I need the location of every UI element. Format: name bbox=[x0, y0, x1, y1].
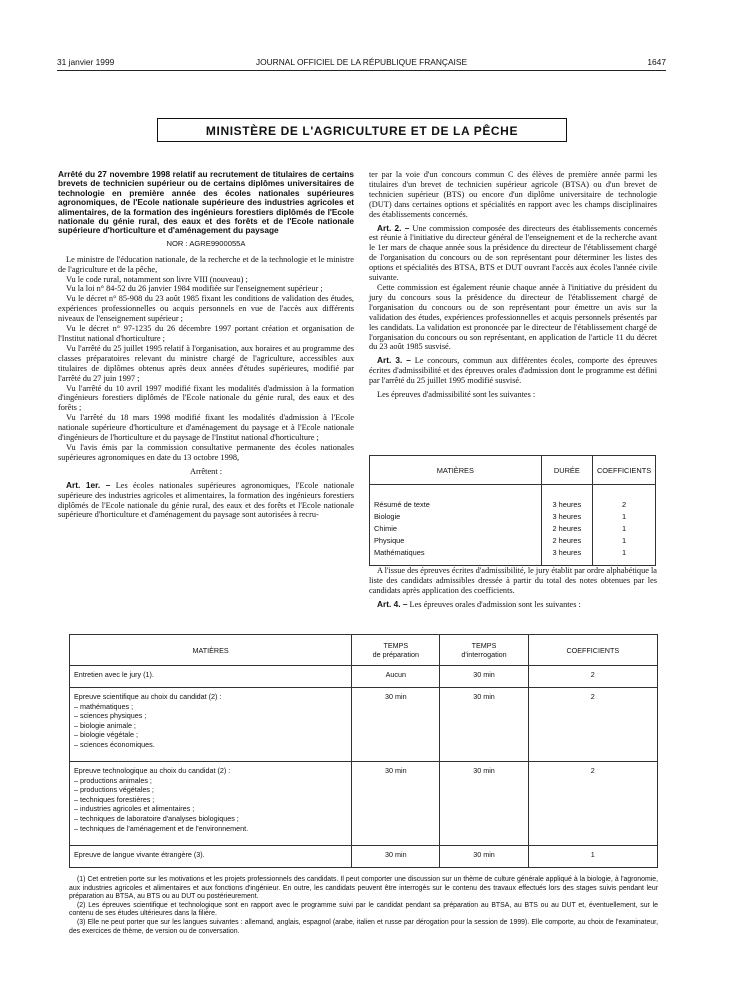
preamble-paragraph: Vu la loi n° 84-52 du 26 janvier 1984 modifiée sur l'enseignement supérieur ; bbox=[66, 284, 323, 294]
article-4-label: Art. 4. – bbox=[377, 598, 408, 609]
decree-title: Arrêté du 27 novembre 1998 relatif au recrutement de titulaires de certains brevets de technicien supérieur ou de certains diplômes universitaires de technologie en première année des écoles nationales supérieures agronomiques, de l'Ecole nationale supérieure des industries agricoles et alimentaires, de la formation des ingénieurs forestiers diplômés de l'Ecole nationale du génie rural, des eaux et des forêts et de l'Ecole nationale supérieure d'horticulture et d'aménagement du paysage bbox=[58, 169, 354, 236]
t2-header-interro-sub: d'interrogation bbox=[461, 650, 507, 659]
t2-interro: 30 min bbox=[440, 666, 528, 688]
list-item: – techniques forestières ; bbox=[74, 794, 155, 804]
t2-interro: 30 min bbox=[440, 846, 528, 868]
table-row bbox=[70, 846, 658, 868]
t2-header-temps: TEMPS bbox=[383, 641, 409, 650]
t2-interro: 30 min bbox=[440, 762, 528, 846]
list-item: – techniques de laboratoire d'analyses biologiques ; bbox=[74, 813, 239, 823]
t1-header-coefficients: COEFFICIENTS bbox=[593, 456, 656, 485]
t1-matiere: Physique bbox=[374, 536, 405, 545]
right-column-bottom bbox=[369, 566, 657, 610]
list-item: – biologie végétale ; bbox=[74, 730, 138, 740]
t1-duree: 2 heures bbox=[552, 536, 582, 545]
t1-matiere: Résumé de texte bbox=[374, 500, 430, 509]
t2-matiere-cell bbox=[70, 688, 352, 762]
t1-header-matieres: MATIÈRES bbox=[370, 456, 542, 485]
t1-coef: 1 bbox=[621, 512, 627, 521]
t1-coef: 1 bbox=[621, 524, 627, 533]
list-item: – productions végétales ; bbox=[74, 785, 154, 795]
article-3-text: Le concours, commun aux différentes écoles, comporte des épreuves écrites d'admissibilité et des épreuves orales d'admission dont le programme est défini par l'arrêté du 25 juillet 1995 modifié susvisé. bbox=[369, 356, 657, 386]
preamble-paragraph: Vu l'arrêté du 18 mars 1998 modifié fixant les modalités d'admission à l'Ecole nationale supérieure d'horticulture et d'aménagement du paysage et à l'Ecole nationale d'ingénieurs de l'horticulture et du paysage de l'Institut national d'horticulture ; bbox=[58, 413, 354, 443]
footnote-3: (3) Elle ne peut porter que sur les langues suivantes : allemand, anglais, espagnol (arabe, italien et russe par dérogation pour la session de 1999). Elle comporte, au choix de l'examinateur, des exercices de thème, de version ou de conversation. bbox=[69, 918, 658, 935]
article-1-label: Art. 1er. – bbox=[66, 479, 111, 490]
article-1-continuation: ter par la voie d'un concours commun C des élèves de première année parmi les titulaires d'un brevet de technicien supérieur agricole (BTSA) ou d'un brevet de technicien supérieur (BTS) ou encore d'un diplôme universitaire de technologie (DUT) dans certaines options et spécialités en rapport avec les champs disciplinaires des établissements concernés. bbox=[369, 170, 657, 219]
t2-prep: 30 min bbox=[352, 762, 440, 846]
t2-header-prep-sub: de préparation bbox=[372, 650, 419, 659]
t1-matieres-cell bbox=[370, 485, 542, 566]
t2-matiere: Epreuve de langue vivante étrangère (3). bbox=[70, 846, 352, 868]
t2-prep: 30 min bbox=[352, 688, 440, 762]
article-4 bbox=[369, 600, 657, 610]
preamble-paragraph: Vu l'arrêté du 10 avril 1997 modifié fixant les modalités d'admission à la formation d'ingénieurs forestiers diplômés de l'Ecole nationale du génie rural, des eaux et des forêts ; bbox=[58, 383, 354, 413]
t2-matiere: Epreuve technologique au choix du candidat (2) : bbox=[74, 766, 231, 775]
list-item: – industries agricoles et alimentaires ; bbox=[74, 804, 195, 814]
arrete-heading: Arrêtent : bbox=[189, 466, 223, 476]
t2-header-coefficients: COEFFICIENTS bbox=[528, 635, 657, 666]
article-1 bbox=[58, 481, 354, 521]
t1-duree: 3 heures bbox=[552, 548, 582, 557]
t2-interro: 30 min bbox=[440, 688, 528, 762]
t2-coef: 2 bbox=[528, 666, 657, 688]
article-4-text: Les épreuves orales d'admission sont les suivantes : bbox=[409, 599, 581, 609]
article-3 bbox=[369, 356, 657, 386]
article-2 bbox=[369, 224, 657, 283]
t2-header-temps: TEMPS bbox=[471, 641, 497, 650]
t2-prep: Aucun bbox=[352, 666, 440, 688]
footnote-2: (2) Les épreuves scientifique et technologique sont en rapport avec le programme suivi par le candidat pendant sa préparation au BTSA, au BTS ou au DUT et, éventuellement, sur le contenu de ses études ultérieures dans la filière. bbox=[69, 901, 658, 918]
left-column bbox=[58, 170, 354, 520]
nor-reference: NOR : AGRE9900055A bbox=[166, 238, 246, 248]
list-item: – biologie animale ; bbox=[74, 720, 136, 730]
article-2-paragraph: Cette commission est également réunie chaque année à l'initiative du président du jury du concours sous la présidence du directeur de l'établissement chargé de l'organisation du concours ou de son représentant pour émettre un avis sur la validation des études, expériences professionnelles et acquis personnels présentés par les candidats. La validation est prononcée par le directeur de l'établissement chargé de l'organisation du concours ou son représentant, en application de l'article 11 du décret du 23 août 1985 susvisé. bbox=[369, 282, 657, 352]
header-date: 31 janvier 1999 bbox=[57, 57, 115, 67]
preamble-paragraph: Vu l'avis émis par la commission consultative permanente des écoles nationales supérieures agronomiques en date du 13 octobre 1998, bbox=[58, 442, 354, 462]
admission-table bbox=[69, 634, 658, 868]
list-item: – sciences économiques. bbox=[74, 739, 155, 749]
preamble-paragraph: Le ministre de l'éducation nationale, de la recherche et de la technologie et le ministre de l'agriculture et de la pêche, bbox=[58, 254, 354, 274]
admissibility-table bbox=[369, 455, 656, 566]
admissibility-intro: Les épreuves d'admissibilité sont les suivantes : bbox=[377, 390, 536, 400]
t2-coef: 2 bbox=[528, 688, 657, 762]
ministry-title: MINISTÈRE DE L'AGRICULTURE ET DE LA PÊCHE bbox=[157, 118, 567, 142]
t1-coef-cell bbox=[593, 485, 656, 566]
preamble-paragraph: Vu le décret n° 97-1235 du 26 décembre 1997 portant création et organisation de l'Institut national d'horticulture ; bbox=[58, 324, 354, 343]
preamble-paragraph: Vu le décret n° 85-908 du 23 août 1985 fixant les conditions de validation des études, expériences professionnelles ou acquis personnels en vue de l'accès aux différents niveaux de l'enseignement supérieur ; bbox=[58, 294, 354, 324]
t1-coef: 1 bbox=[621, 536, 627, 545]
t2-prep: 30 min bbox=[352, 846, 440, 868]
header-rule bbox=[57, 70, 666, 71]
t2-header-preparation bbox=[352, 635, 440, 666]
t2-coef: 1 bbox=[528, 846, 657, 868]
table-row bbox=[70, 762, 658, 846]
t1-duree: 3 heures bbox=[552, 512, 582, 521]
footnotes bbox=[69, 876, 658, 936]
list-item: – productions animales ; bbox=[74, 775, 152, 785]
t1-matiere: Biologie bbox=[374, 512, 401, 521]
t2-matiere: Entretien avec le jury (1). bbox=[70, 666, 352, 688]
t2-header-interrogation bbox=[440, 635, 528, 666]
t2-matiere: Epreuve scientifique au choix du candidat (2) : bbox=[74, 692, 222, 701]
header-journal-title: JOURNAL OFFICIEL DE LA RÉPUBLIQUE FRANÇAISE bbox=[255, 57, 468, 67]
table-row bbox=[70, 666, 658, 688]
list-item: – mathématiques ; bbox=[74, 701, 134, 711]
header-page-number: 1647 bbox=[647, 57, 666, 67]
footnote-1: (1) Cet entretien porte sur les motivations et les projets professionnels des candidats. Il peut comporter une discussion sur un thème de culture générale appliqué à la biologie, à l'agronomie, aux industries agricoles et alimentaires et aux fonctions d'ingénieur. En outre, les candidats peuvent être interrogés sur le contenu des travaux effectués lors des stages suivis pendant leur préparation au BTSA, au BTS ou au DUT ou postérieurement. bbox=[69, 876, 658, 901]
t1-matiere: Mathématiques bbox=[374, 548, 425, 557]
t1-duree-cell bbox=[541, 485, 592, 566]
t1-duree: 2 heures bbox=[552, 524, 582, 533]
article-2-text: Une commission composée des directeurs des établissements concernés est réunie à l'initiative du directeur général de l'enseignement et de la recherche avant le 1er mars de chaque année sous la présidence du directeur de l'établissement chargé de l'organisation du concours ou de son représentant pour déterminer les listes des options et spécialités des BTSA, BTS et DUT ouvrant l'accès aux écoles l'année civile suivante. bbox=[369, 223, 657, 283]
right-column bbox=[369, 170, 657, 400]
article-2-label: Art. 2. – bbox=[377, 222, 410, 233]
t1-coef: 2 bbox=[621, 500, 627, 509]
article-1-text: Les écoles nationales supérieures agronomiques, l'Ecole nationale supérieure des industries agricoles et alimentaires, la formation des ingénieurs forestiers diplômés de l'Ecole nationale du génie rural, des eaux et des forêts et l'Ecole nationale supérieure d'horticulture et d'aménagement du paysage sont autorisées à recru- bbox=[58, 480, 354, 520]
table-row bbox=[70, 688, 658, 762]
t2-header-matieres: MATIÈRES bbox=[70, 635, 352, 666]
preamble-paragraph: Vu le code rural, notamment son livre VIII (nouveau) ; bbox=[66, 274, 248, 284]
list-item: – sciences physiques ; bbox=[74, 711, 147, 721]
article-3-label: Art. 3. – bbox=[377, 355, 411, 366]
t2-coef: 2 bbox=[528, 762, 657, 846]
list-item: – techniques de l'aménagement et de l'environnement. bbox=[74, 823, 249, 833]
t2-matiere-cell bbox=[70, 762, 352, 846]
admissibility-result: A l'issue des épreuves écrites d'admissibilité, le jury établit par ordre alphabétique la liste des candidats admissibles dressée à partir du total des notes obtenues par les candidats après application des coefficients. bbox=[369, 566, 657, 595]
preamble-paragraph: Vu l'arrêté du 25 juillet 1995 relatif à l'organisation, aux horaires et au programme des classes préparatoires relevant du ministre chargé de l'agriculture, accessibles aux titulaires de diplômes obtenus après deux années d'études supérieures, modifié par l'arrêté du 27 juin 1997 ; bbox=[58, 343, 354, 383]
t1-coef: 1 bbox=[621, 548, 627, 557]
t1-header-duree: DURÉE bbox=[541, 456, 592, 485]
t1-matiere: Chimie bbox=[374, 524, 397, 533]
t1-duree: 3 heures bbox=[552, 500, 582, 509]
